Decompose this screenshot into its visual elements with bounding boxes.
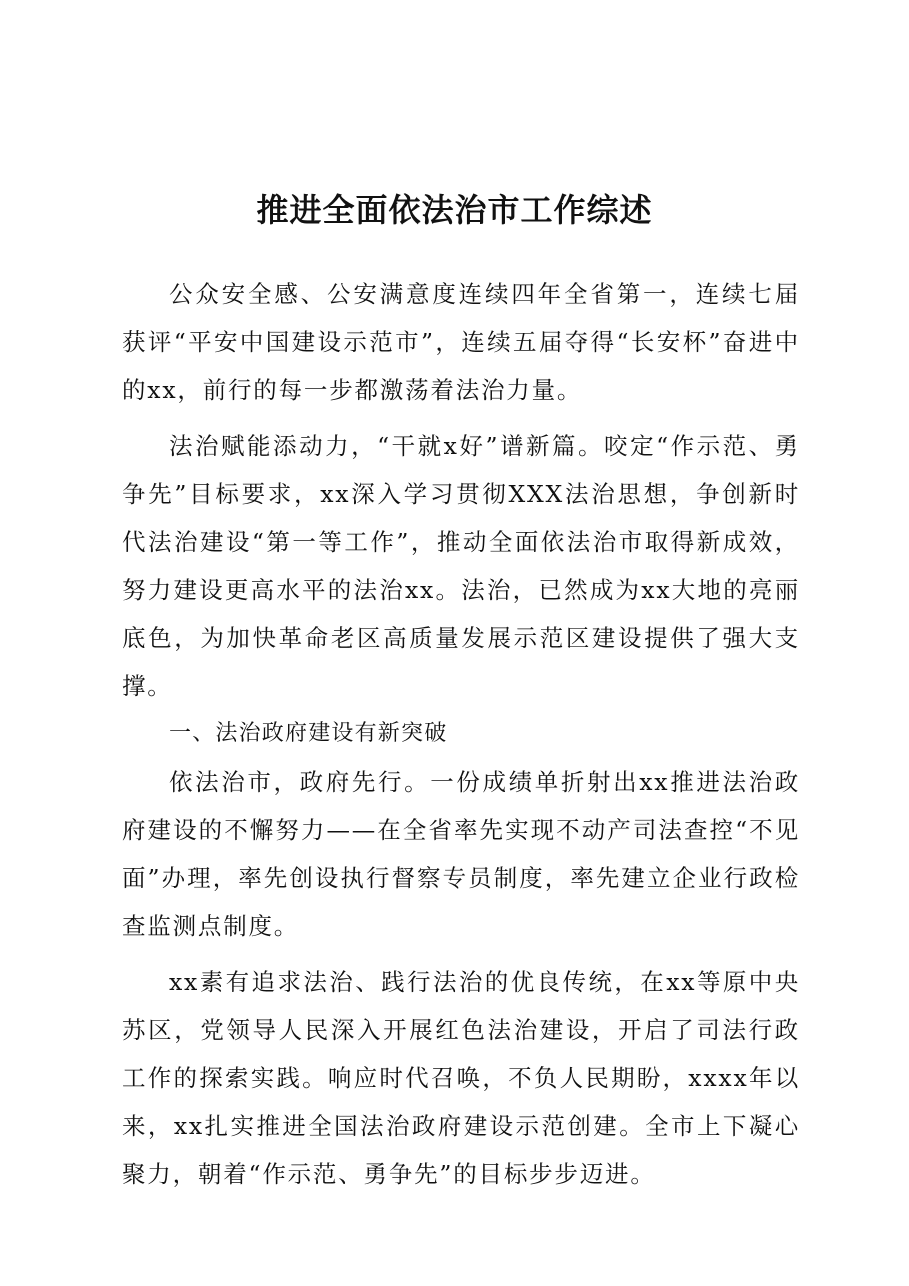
document-title: 推进全面依法治市工作综述 <box>256 191 653 229</box>
paragraph-tradition: xx素有追求法治、践行法治的优良传统，在xx等原中央苏区，党领导人民深入开展红色法治建设，开启了司法行政工作的探索实践。响应时代召唤，不负人民期盼，xxxx年以来，xx扎实推进全国法治政府建设示范创建。全市上下凝心聚力，朝着“作示范、勇争先”的目标步步迈进。 <box>122 968 800 1188</box>
document-body <box>122 270 800 1198</box>
paragraph-government-first: 依法治市，政府先行。一份成绩单折射出xx推进法治政府建设的不懈努力——在全省率先实现不动产司法查控“不见面”办理，率先创设执行督察专员制度，率先建立企业行政检查监测点制度。 <box>122 768 800 940</box>
paragraph-rule-of-law-empowerment: 法治赋能添动力，“干就x好”谱新篇。咬定“作示范、勇争先”目标要求，xx深入学习贯彻XXX法治思想，争创新时代法治建设“第一等工作”，推动全面依法治市取得新成效，努力建设更高水平的法治xx。法治，已然成为xx大地的亮丽底色，为加快革命老区高质量发展示范区建设提供了强大支撑。 <box>122 432 800 700</box>
section-heading-rule-of-law-government: 一、法治政府建设有新突破 <box>169 721 448 746</box>
paragraph-intro: 公众安全感、公安满意度连续四年全省第一，连续七届获评“平安中国建设示范市”，连续五届夺得“长安杯”奋进中的xx，前行的每一步都激荡着法治力量。 <box>122 280 800 404</box>
